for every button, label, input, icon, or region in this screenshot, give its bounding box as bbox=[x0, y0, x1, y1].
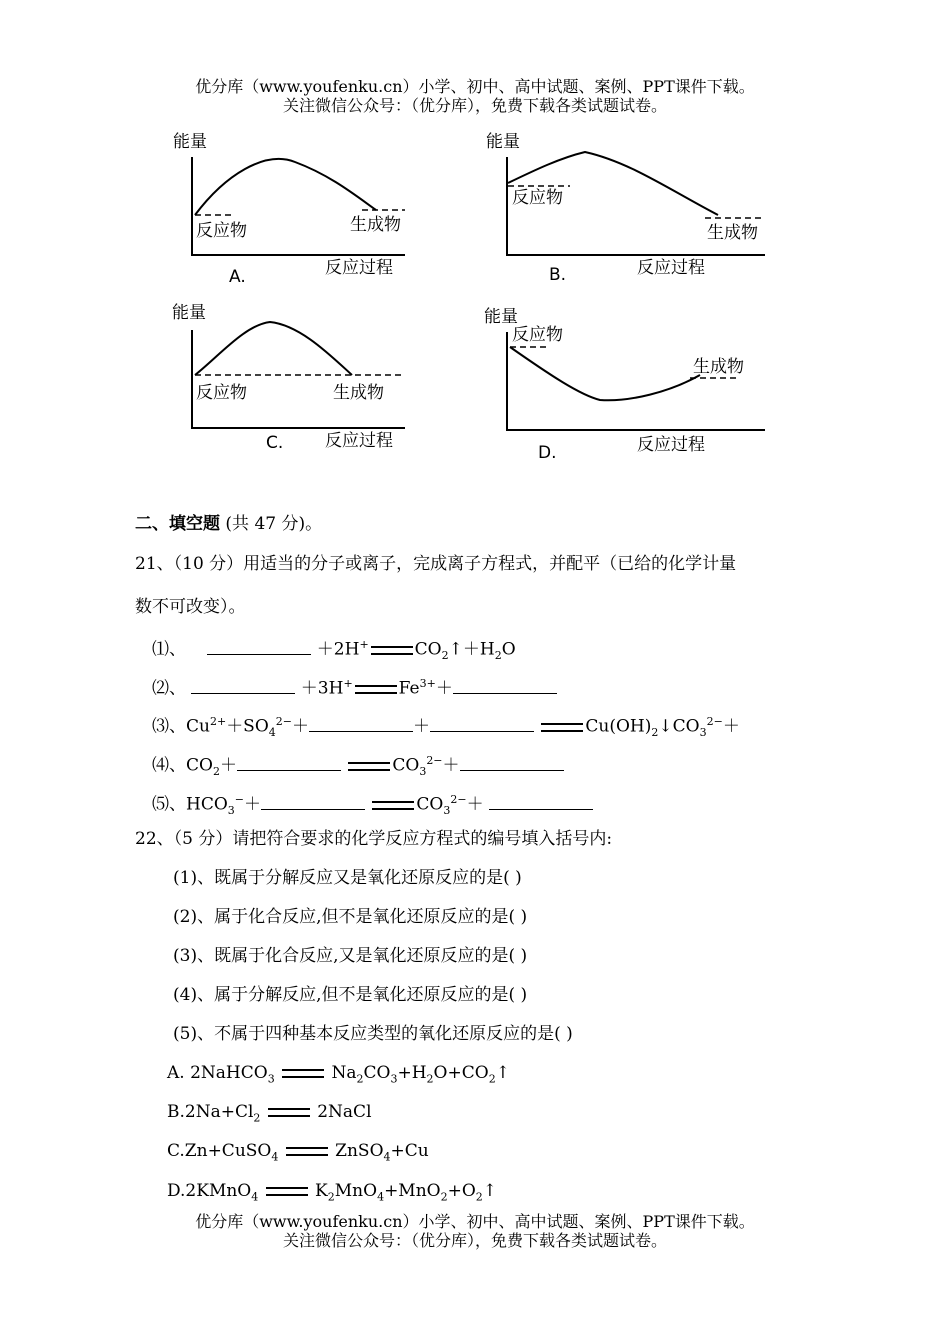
x-label-a: 反应过程 bbox=[325, 258, 393, 278]
header-line-1: 优分库（www.youfenku.cn）小学、初中、高中试题、案例、PPT课件下载。 bbox=[195, 77, 755, 96]
x-label-c: 反应过程 bbox=[325, 431, 393, 451]
axes-c bbox=[192, 330, 405, 428]
blank-2-2[interactable] bbox=[453, 679, 557, 694]
option-c-label: C. bbox=[266, 433, 284, 453]
blank-2-1[interactable] bbox=[191, 679, 295, 694]
y-label-d: 能量 bbox=[484, 307, 518, 327]
section-title bbox=[135, 514, 322, 534]
q22-option-a: A. 2NaHCO$_3$ $Na_2CO_3+H_2O+CO_2↑$ bbox=[167, 1063, 510, 1086]
option-b-label: B. bbox=[549, 265, 567, 285]
y-label-a: 能量 bbox=[173, 132, 207, 152]
q22-item-2: (2)、属于化合反应,但不是氧化还原反应的是( ) bbox=[173, 907, 528, 927]
q21-stem-1: 21、（10 分）用适当的分子或离子，完成离子方程式，并配平（已给的化学计量 bbox=[135, 554, 737, 574]
blank-4-2[interactable] bbox=[460, 756, 564, 771]
footer-line-1: 优分库（www.youfenku.cn）小学、初中、高中试题、案例、PPT课件下载。 bbox=[195, 1212, 755, 1231]
q22-option-c: C.Zn+CuSO$_4$ ZnSO$_4$+Cu bbox=[167, 1141, 429, 1164]
eq-4-number: ⑷、 bbox=[152, 755, 186, 776]
option-d-label: D. bbox=[538, 443, 557, 463]
product-label-b: 生成物 bbox=[707, 223, 758, 243]
product-label-d: 生成物 bbox=[693, 357, 744, 377]
y-label-b: 能量 bbox=[486, 132, 520, 152]
q22-stem: 22、（5 分）请把符合要求的化学反应方程式的编号填入括号内: bbox=[135, 829, 613, 849]
q22-item-5: (5)、不属于四种基本反应类型的氧化还原反应的是( ) bbox=[173, 1024, 573, 1044]
curve-d bbox=[510, 347, 700, 400]
q22-item-1: (1)、既属于分解反应又是氧化还原反应的是( ) bbox=[173, 868, 522, 888]
blank-5-2[interactable] bbox=[489, 795, 593, 810]
q21-eq-3: ⑶、$Cu^{2+}+SO_4^{2-}+$ ＋ $Cu(OH)_2↓CO_3^{2-}+$ bbox=[152, 715, 740, 740]
q21-eq-4: ⑷、$CO_2+ CO_3^{2-}+$ bbox=[152, 751, 564, 782]
curve-c bbox=[195, 322, 352, 375]
section-title-text: 二、填空题 bbox=[135, 514, 220, 534]
q21-eq-1: ⑴、 ＋2H+ $CO_2↑+H_2O$ bbox=[152, 638, 516, 663]
y-label-c: 能量 bbox=[172, 303, 206, 323]
product-label-a: 生成物 bbox=[350, 215, 401, 235]
q22-option-b: $B.2Na+Cl_2$ 2NaCl bbox=[167, 1102, 372, 1125]
q21-stem-2: 数不可改变）。 bbox=[135, 597, 246, 617]
q22-item-4: (4)、属于分解反应,但不是氧化还原反应的是( ) bbox=[173, 985, 528, 1005]
header-line-2: 关注微信公众号：（优分库），免费下载各类试题试卷。 bbox=[282, 96, 667, 115]
section-score: (共 47 分)。 bbox=[225, 514, 323, 534]
reactant-label-d: 反应物 bbox=[512, 325, 563, 345]
blank-3-1[interactable] bbox=[309, 717, 413, 732]
option-a-label: A. bbox=[229, 267, 246, 287]
x-label-b: 反应过程 bbox=[637, 258, 705, 278]
reactant-label-b: 反应物 bbox=[512, 188, 563, 208]
reactant-label-a: 反应物 bbox=[196, 221, 247, 241]
q21-eq-5: ⑸、$HCO_3^-+ CO_3^{2-}+$ bbox=[152, 790, 593, 821]
energy-diagrams bbox=[0, 120, 950, 470]
eq-2-number: ⑵、 bbox=[152, 678, 186, 699]
curve-a bbox=[195, 159, 376, 215]
product-label-c: 生成物 bbox=[333, 383, 384, 403]
blank-1-1[interactable] bbox=[207, 640, 311, 655]
eq-1-number: ⑴、 bbox=[152, 639, 186, 660]
x-label-d: 反应过程 bbox=[637, 435, 705, 455]
q21-eq-2: ⑵、 ＋3H+ $Fe^{3+}+$ bbox=[152, 674, 557, 699]
footer-line-2: 关注微信公众号：（优分库），免费下载各类试题试卷。 bbox=[282, 1231, 667, 1250]
blank-4-1[interactable] bbox=[237, 756, 341, 771]
eq-3-number: ⑶、 bbox=[152, 716, 186, 737]
blank-5-1[interactable] bbox=[261, 795, 365, 810]
q22-item-3: (3)、既属于化合反应,又是氧化还原反应的是( ) bbox=[173, 946, 528, 966]
reactant-label-c: 反应物 bbox=[196, 383, 247, 403]
blank-3-2[interactable] bbox=[430, 717, 534, 732]
q22-option-d: D.2KMnO$_4$ $K_2MnO_4+MnO_2+O_2↑$ bbox=[167, 1181, 498, 1204]
eq-5-number: ⑸、 bbox=[152, 794, 186, 815]
